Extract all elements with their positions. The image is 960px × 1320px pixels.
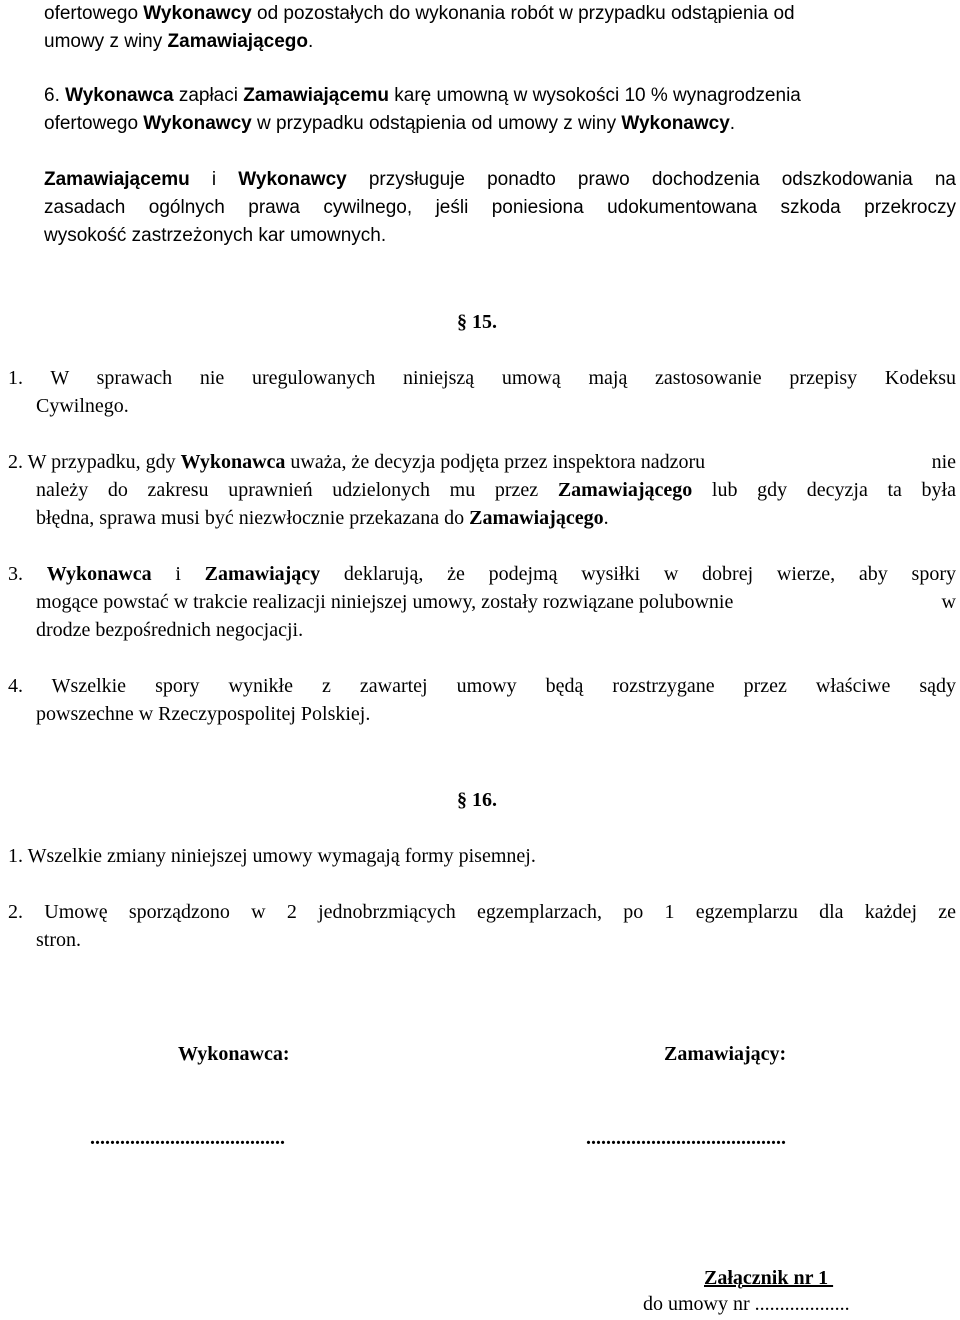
signature-dots-employer: ........................................ (586, 1127, 786, 1149)
intro-line-3: 6. Wykonawca zapłaci Zamawiającemu karę umowną w wysokości 10 % wynagrodzenia (44, 85, 801, 106)
intro-line-4: ofertowego Wykonawcy w przypadku odstąpienia od umowy z winy Wykonawcy. (44, 113, 736, 134)
para-line-3: wysokość zastrzeżonych kar umownych. (44, 225, 387, 246)
signature-dots-contractor: ....................................... (90, 1127, 285, 1149)
s15-p4-line-1: 4. Wszelkie spory wynikłe z zawartej umowy będą rozstrzygane przez właściwe sądy (8, 675, 956, 697)
s15-p3-line-2: mogące powstać w trakcie realizacji niniejszej umowy, zostały rozwiązane polubownie w (36, 591, 956, 613)
s15-p1-line-1: 1. W sprawach nie uregulowanych niniejszą umową mają zastosowanie przepisy Kodeksu (8, 367, 956, 389)
intro-line-2: umowy z winy Zamawiającego. (44, 31, 314, 52)
intro-line-1: ofertowego Wykonawcy od pozostałych do wykonania robót w przypadku odstąpienia od (44, 3, 795, 24)
s16-p2-line-2: stron. (36, 929, 81, 951)
para-line-2: zasadach ogólnych prawa cywilnego, jeśli poniesiona udokumentowana szkoda przekroczy (44, 197, 956, 218)
section-15-heading: § 15. (457, 311, 497, 333)
s15-p4-line-2: powszechne w Rzeczypospolitej Polskiej. (36, 703, 371, 725)
s16-p1: 1. Wszelkie zmiany niniejszej umowy wymagają formy pisemnej. (8, 845, 536, 867)
s15-p2-line-3: błędna, sprawa musi być niezwłocznie przekazana do Zamawiającego. (36, 507, 609, 529)
s15-p2-line-2: należy do zakresu uprawnień udzielonych mu przez Zamawiającego lub gdy decyzja ta była (36, 479, 956, 501)
annex-title: Załącznik nr 1 (704, 1267, 834, 1289)
annex-subtitle: do umowy nr ................... (643, 1293, 850, 1315)
s15-p1-line-2: Cywilnego. (36, 395, 129, 417)
s15-p3-line-3: drodze bezpośrednich negocjacji. (36, 619, 304, 641)
s16-p2-line-1: 2. Umowę sporządzono w 2 jednobrzmiących egzemplarzach, po 1 egzemplarzu dla każdej ze (8, 901, 956, 923)
s15-p2-line-1: 2. W przypadku, gdy Wykonawca uważa, że decyzja podjęta przez inspektora nadzoru nie (8, 451, 956, 473)
s15-p3-line-1: 3. Wykonawca i Zamawiający deklarują, że podejmą wysiłki w dobrej wierze, aby spory (8, 563, 956, 585)
signature-label-employer: Zamawiający: (664, 1043, 787, 1065)
para-line-1: Zamawiającemu i Wykonawcy przysługuje ponadto prawo dochodzenia odszkodowania na (44, 169, 957, 190)
signature-label-contractor: Wykonawca: (178, 1043, 290, 1065)
section-16-heading: § 16. (457, 789, 497, 811)
